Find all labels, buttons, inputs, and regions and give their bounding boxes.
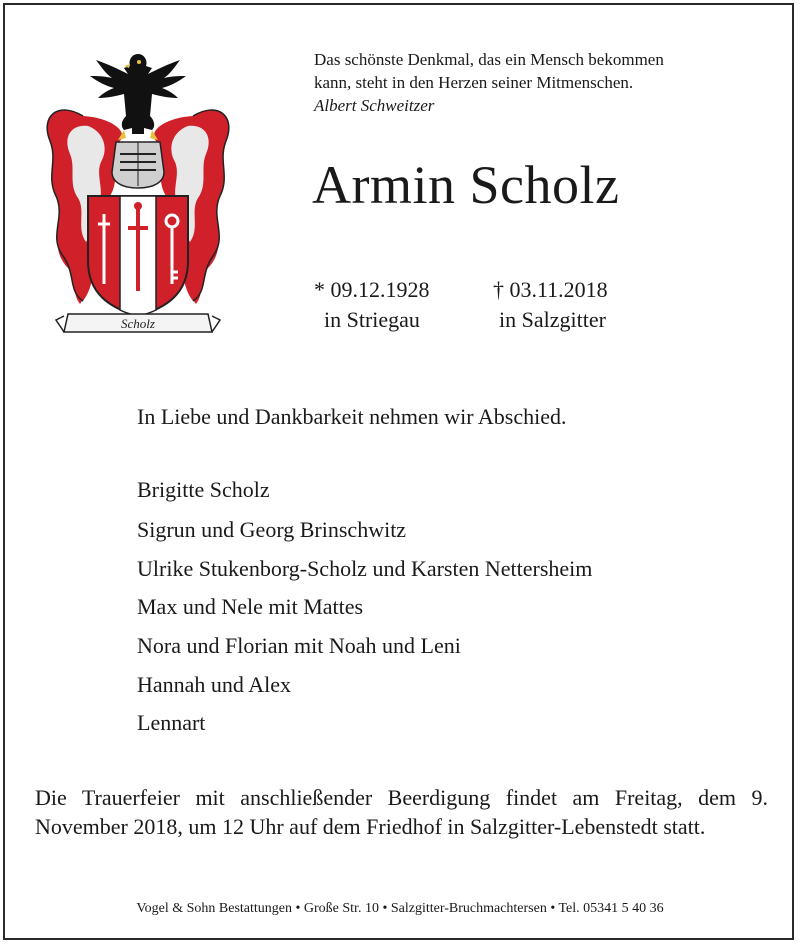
funeral-home-footer: Vogel & Sohn Bestattungen • Große Str. 10 • Salzgitter-Bruchmachtersen • Tel. 05341 5 40 36 — [136, 901, 664, 916]
mourner-item: Ulrike Stukenborg-Scholz und Karsten Nettersheim — [137, 555, 593, 581]
coat-of-arms-image — [28, 46, 248, 338]
mourner-item: Sigrun und Georg Brinschwitz — [137, 517, 407, 542]
birth-date: * 09.12.1928 — [314, 277, 430, 302]
death-info — [493, 275, 608, 335]
mourner-item: Nora und Florian mit Noah und Leni — [137, 633, 461, 659]
quote-author: Albert Schweitzer — [314, 96, 435, 115]
mourner-item: Lennart — [137, 710, 206, 736]
farewell-intro: In Liebe und Dankbarkeit nehmen wir Abschied. — [137, 404, 567, 429]
birth-info — [314, 275, 430, 335]
mourner-item: Hannah und Alex — [137, 671, 291, 697]
mourner-item: Brigitte Scholz — [137, 477, 270, 502]
quote-line-1: Das schönste Denkmal, das ein Mensch bekommen — [314, 50, 664, 69]
ceremony-announcement: Die Trauerfeier mit anschließender Beerdigung findet am Freitag, dem 9. November 2018, um 12 Uhr auf dem Friedhof in Salzgitter-Lebenstedt statt. — [35, 785, 768, 839]
birth-place: in Striegau — [324, 307, 420, 332]
crest-banner-text: Scholz — [121, 316, 155, 331]
mourner-item: Max und Nele mit Mattes — [137, 594, 364, 620]
death-date: † 03.11.2018 — [493, 277, 608, 302]
memorial-quote — [314, 48, 774, 117]
deceased-name: Armin Scholz — [312, 155, 620, 215]
mourners-list — [137, 475, 592, 747]
death-place: in Salzgitter — [499, 307, 606, 332]
quote-line-2: kann, steht in den Herzen seiner Mitmenschen. — [314, 73, 634, 92]
